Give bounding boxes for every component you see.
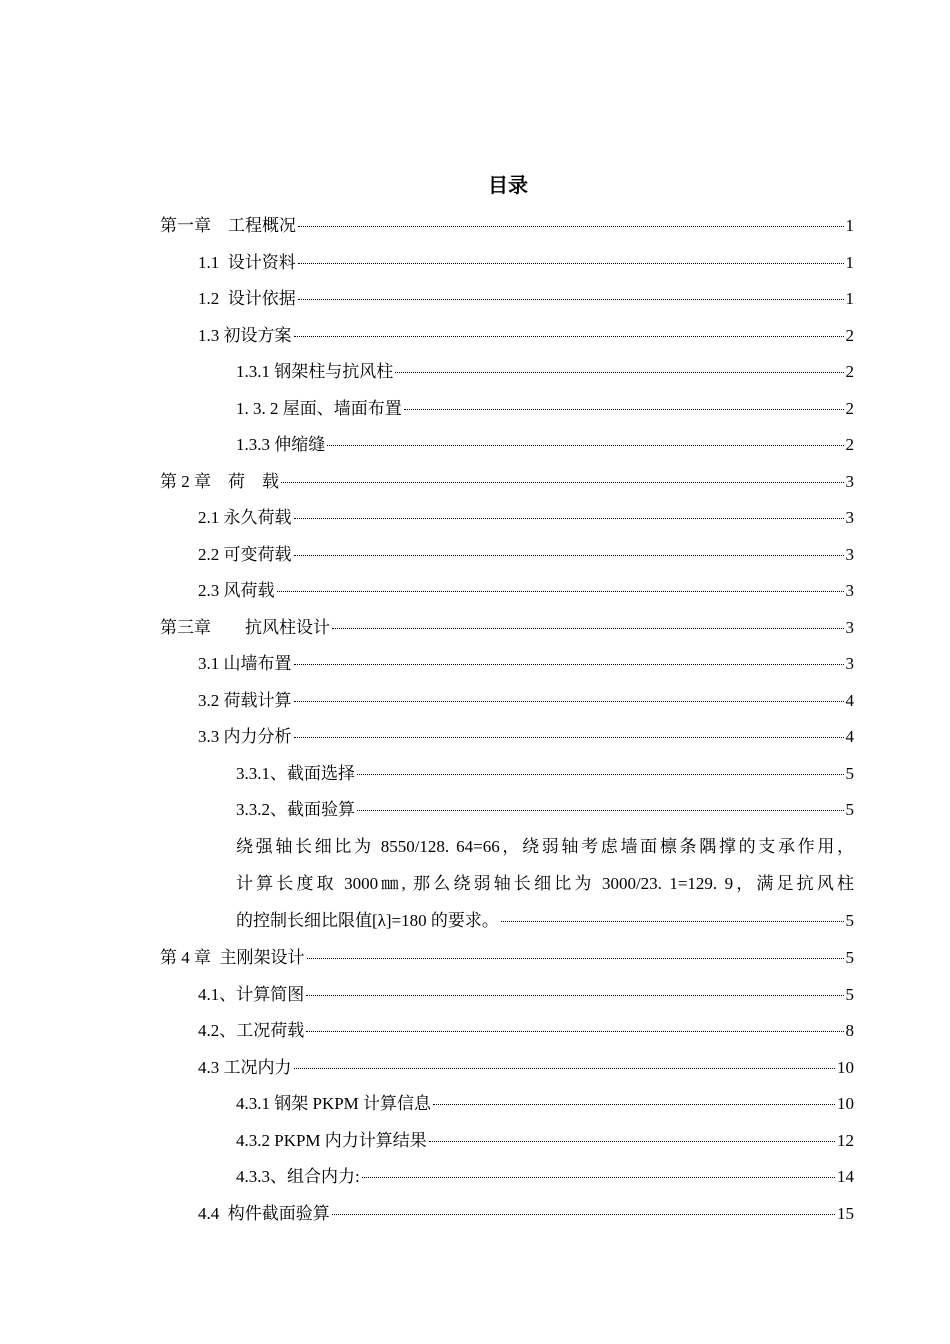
toc-entry-label: 4.3.1 钢架 PKPM 计算信息 — [236, 1094, 432, 1113]
toc-entry-page: 5 — [845, 911, 854, 930]
toc-entry-label: 3.1 山墙布置 — [198, 654, 292, 673]
toc-entry-page: 1 — [845, 216, 854, 235]
dot-leader — [332, 1214, 835, 1215]
dot-leader — [298, 226, 844, 227]
dot-leader — [306, 1031, 843, 1032]
toc-entry-paragraph-end[interactable] — [236, 903, 854, 939]
dot-leader — [281, 482, 844, 483]
dot-leader — [332, 628, 844, 629]
toc-entry-page: 10 — [837, 1094, 854, 1113]
toc-entry-page: 2 — [845, 435, 854, 454]
toc-entry-page: 3 — [845, 581, 854, 600]
toc-entry-2-1[interactable] — [198, 500, 854, 536]
toc-entry-page: 14 — [837, 1167, 854, 1186]
toc-entry-1-3-2[interactable] — [236, 391, 854, 427]
toc-entry-page: 5 — [845, 948, 854, 967]
toc-entry-1-2[interactable] — [198, 281, 854, 317]
dot-leader — [404, 409, 844, 410]
toc-entry-label: 1.1 设计资料 — [198, 253, 296, 272]
toc-entry-2-3[interactable] — [198, 573, 854, 609]
dot-leader — [357, 810, 844, 811]
dot-leader — [395, 372, 843, 373]
toc-entry-chapter-4[interactable] — [160, 940, 854, 976]
dot-leader — [429, 1141, 835, 1142]
toc-entry-label: 第 2 章 荷 载 — [160, 472, 279, 491]
toc-entry-page: 3 — [845, 508, 854, 527]
toc-entry-4-3-1[interactable] — [236, 1086, 854, 1122]
dot-leader — [294, 336, 844, 337]
toc-entry-label: 4.3 工况内力 — [198, 1058, 292, 1077]
toc-entry-label: 4.1、计算简图 — [198, 985, 305, 1004]
toc-entry-label: 的控制长细比限值[λ]=180 的要求。 — [236, 911, 499, 930]
dot-leader — [294, 555, 844, 556]
toc-entry-label: 2.1 永久荷载 — [198, 508, 292, 527]
toc-entry-label: 4.4 构件截面验算 — [198, 1204, 330, 1223]
dot-leader — [298, 299, 844, 300]
toc-entry-page: 5 — [845, 764, 854, 783]
dot-leader — [327, 445, 843, 446]
toc-entry-4-4[interactable] — [198, 1196, 854, 1232]
toc-entry-1-3-1[interactable] — [236, 354, 854, 390]
toc-entry-page: 12 — [837, 1131, 854, 1150]
toc-entry-page: 1 — [845, 289, 854, 308]
dot-leader — [294, 737, 844, 738]
toc-paragraph-line: 绕强轴长细比为 8550/128. 64=66，绕弱轴考虑墙面檩条隅撑的支承作用， — [236, 837, 854, 856]
toc-entry-label: 1. 3. 2 屋面、墙面布置 — [236, 399, 402, 418]
toc-entry-label: 1.3.3 伸缩缝 — [236, 435, 326, 454]
toc-entry-label: 第三章 抗风柱设计 — [160, 618, 330, 637]
dot-leader — [294, 1068, 836, 1069]
toc-entry-4-2[interactable] — [198, 1013, 854, 1049]
dot-leader — [294, 664, 844, 665]
dot-leader — [298, 263, 844, 264]
toc-entry-chapter-3[interactable] — [160, 610, 854, 646]
toc-entry-page: 2 — [845, 362, 854, 381]
toc-entry-page: 2 — [845, 399, 854, 418]
toc-entry-page: 4 — [845, 691, 854, 710]
toc-entry-3-2[interactable] — [198, 683, 854, 719]
toc-entry-label: 1.3 初设方案 — [198, 326, 292, 345]
toc-entry-label: 3.3.1、截面选择 — [236, 764, 355, 783]
toc-entry-page: 3 — [845, 654, 854, 673]
toc-paragraph-line: 计算长度取 3000㎜, 那么绕弱轴长细比为 3000/23. 1=129. 9，满足抗风柱 — [236, 874, 854, 893]
dot-leader — [357, 774, 844, 775]
toc-entry-4-3[interactable] — [198, 1050, 854, 1086]
dot-leader — [501, 921, 844, 922]
toc-entry-1-3-3[interactable] — [236, 427, 854, 463]
dot-leader — [277, 591, 844, 592]
toc-entry-3-1[interactable] — [198, 646, 854, 682]
toc-title: 目录 — [488, 173, 528, 197]
dot-leader — [362, 1177, 835, 1178]
dot-leader — [306, 995, 843, 996]
toc-entry-4-3-2[interactable] — [236, 1123, 854, 1159]
toc-entry-label: 3.2 荷载计算 — [198, 691, 292, 710]
toc-entry-label: 3.3.2、截面验算 — [236, 800, 355, 819]
toc-entry-4-3-3[interactable] — [236, 1159, 854, 1195]
toc-entry-2-2[interactable] — [198, 537, 854, 573]
toc-entry-page: 3 — [845, 618, 854, 637]
toc-entry-page: 1 — [845, 253, 854, 272]
dot-leader — [294, 701, 844, 702]
toc-entry-label: 2.2 可变荷载 — [198, 545, 292, 564]
toc-entry-1-3[interactable] — [198, 318, 854, 354]
toc-entry-page: 5 — [845, 985, 854, 1004]
toc-entry-label: 4.2、工况荷载 — [198, 1021, 305, 1040]
toc-entry-page: 3 — [845, 545, 854, 564]
toc-entry-1-1[interactable] — [198, 245, 854, 281]
toc-entry-3-3-2[interactable] — [236, 792, 854, 828]
toc-entry-page: 15 — [837, 1204, 854, 1223]
toc-entry-chapter-2[interactable] — [160, 464, 854, 500]
toc-entry-label: 1.2 设计依据 — [198, 289, 296, 308]
dot-leader — [294, 518, 844, 519]
toc-entry-3-3[interactable] — [198, 719, 854, 755]
toc-entry-label: 2.3 风荷载 — [198, 581, 275, 600]
toc-entry-page: 5 — [845, 800, 854, 819]
toc-entry-label: 3.3 内力分析 — [198, 727, 292, 746]
toc-entry-label: 第一章 工程概况 — [160, 216, 296, 235]
toc-entry-label: 4.3.3、组合内力: — [236, 1167, 360, 1186]
toc-entry-chapter-1[interactable] — [160, 208, 854, 244]
toc-entry-page: 2 — [845, 326, 854, 345]
toc-entry-label: 1.3.1 钢架柱与抗风柱 — [236, 362, 394, 381]
toc-entry-page: 3 — [845, 472, 854, 491]
toc-entry-page: 10 — [837, 1058, 854, 1077]
toc-entry-4-1[interactable] — [198, 977, 854, 1013]
toc-entry-label: 第 4 章 主刚架设计 — [160, 948, 305, 967]
toc-entry-3-3-1[interactable] — [236, 756, 854, 792]
toc-entry-label: 4.3.2 PKPM 内力计算结果 — [236, 1131, 427, 1150]
toc-entry-page: 4 — [845, 727, 854, 746]
dot-leader — [433, 1104, 835, 1105]
dot-leader — [307, 958, 844, 959]
toc-entry-page: 8 — [845, 1021, 854, 1040]
